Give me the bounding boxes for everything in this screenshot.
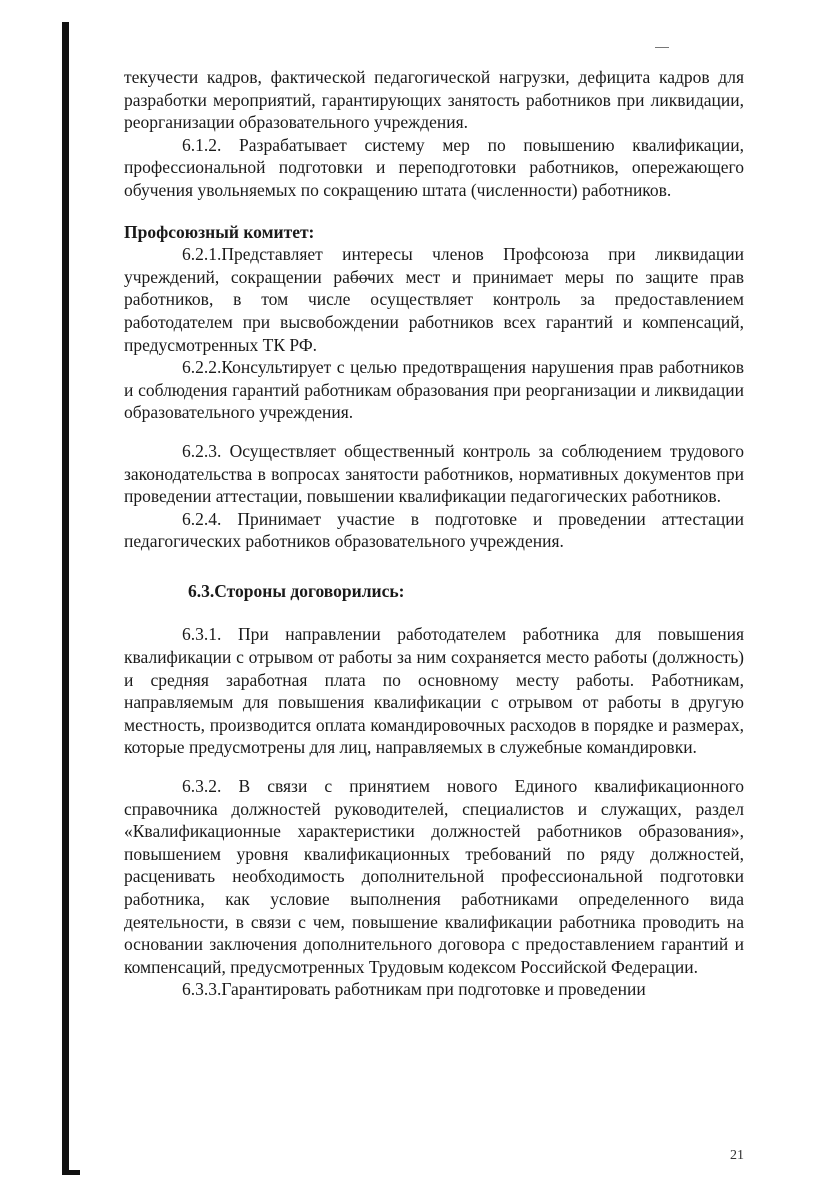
section-item: 6.3.2. В связи с принятием нового Единого квалификационного справочника должностей руководителей, специалистов и служащих, раздел «Квалификационные характеристики должностей работников образования», повышением уровня квалификационных требований по ряду должностей, расценивать необходимость дополнительной профессиональной подготовки работника, как условие выполнения работниками определенного вида деятельности, в связи с чем, повышение квалификации работника проводить на основании заключения дополнительного договора с предоставлением гарантий и компенсаций, предусмотренных Трудовым кодексом Российской Федерации. xyxy=(124,776,744,977)
committee-item: 6.2.2.Консультирует с целью предотвращения нарушения прав работников и соблюдения гарантий работникам образования при реорганизации и ликвидации образовательного учреждения. xyxy=(124,357,744,423)
committee-item: 6.2.1.Представляет интересы членов Профсоюза при ликвидации учреждений, сокращении рабочих мест и принимает меры по защите прав работников, в том числе осуществляет контроль за предоставлением работодателем при высвобождении работников всех гарантий и компенсаций, предусмотренных ТК РФ. xyxy=(124,244,744,355)
committee-item: 6.2.3. Осуществляет общественный контроль за соблюдением трудового законодательства в вопросах занятости работников, нормативных документов при проведении аттестации, повышении квалификации педагогических работников. xyxy=(124,440,744,507)
binder-foot xyxy=(62,1170,80,1175)
scan-speck xyxy=(655,47,669,48)
section-heading: 6.3.Стороны договорились: xyxy=(188,580,405,601)
binder-edge xyxy=(62,22,69,1174)
page-number: 21 xyxy=(730,1148,744,1163)
section-item: 6.3.1. При направлении работодателем работника для повышения квалификации с отрывом от работы за ним сохраняется место работы (должность) и средняя заработная плата по основному месту работы. Работникам, направляемым для повышения квалификации с отрывом от работы в другую местность, производится оплата командировочных расходов в порядке и размерах, которые предусмотрены для лиц, направляемых в служебные командировки. xyxy=(124,624,744,758)
paragraph: 6.1.2. Разрабатывает систему мер по повышению квалификации, профессиональной подготовки и переподготовки работников, опережающего обучения увольняемых по сокращению штата (численности) работников. xyxy=(124,134,744,200)
paragraph: текучести кадров, фактической педагогической нагрузки, дефицита кадров для разработки мероприятий, гарантирующих занятость работников при ликвидации, реорганизации образовательного учреждения. xyxy=(124,67,744,133)
document-page xyxy=(124,66,744,1001)
section-item: 6.3.3.Гарантировать работникам при подготовке и проведении xyxy=(182,979,646,1000)
committee-heading: Профсоюзный комитет: xyxy=(124,221,315,242)
committee-item: 6.2.4. Принимает участие в подготовке и проведении аттестации педагогических работников образовательного учреждения. xyxy=(124,508,744,552)
